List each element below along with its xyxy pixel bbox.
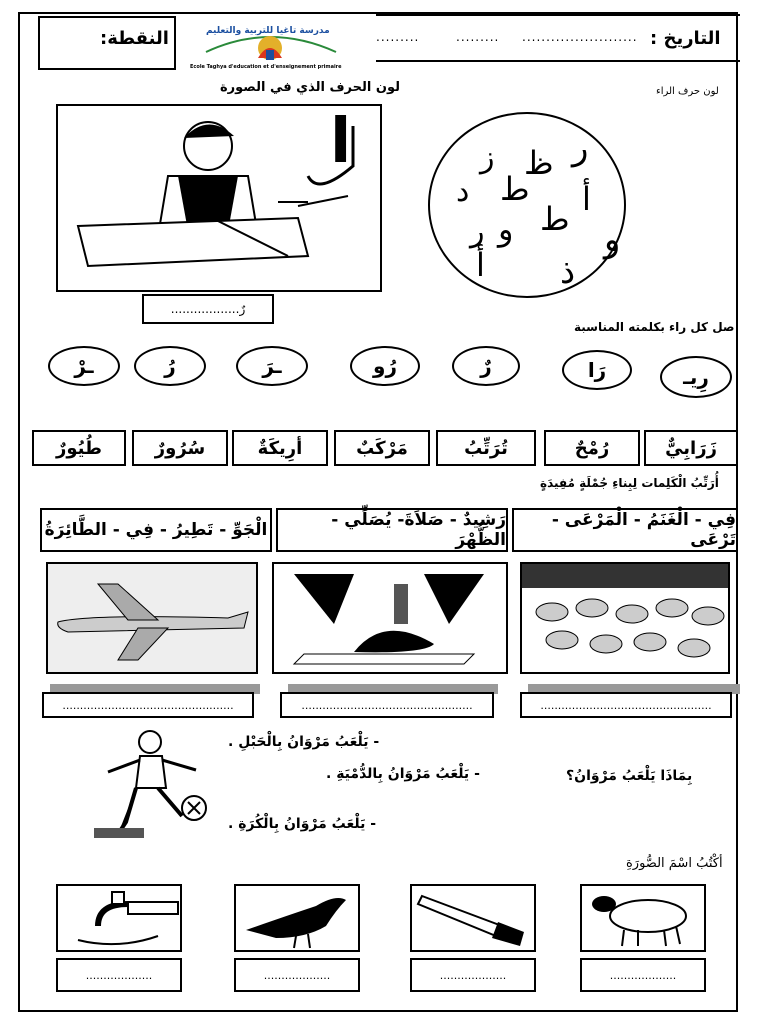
logo-french-text: Ecole Taghya d'education et d'enseignement primaire bbox=[190, 64, 342, 70]
picture-answer-dots: ................... bbox=[609, 968, 677, 982]
question-marwan: بِمَاذَا يَلْعَبُ مَرْوَانُ؟ bbox=[566, 768, 693, 784]
picture-answer-faucet[interactable] bbox=[56, 958, 182, 992]
circle-letter[interactable]: أ bbox=[476, 246, 485, 284]
school-logo bbox=[186, 18, 354, 76]
date-dots: ........................ bbox=[522, 30, 638, 44]
circle-letter[interactable]: ر bbox=[572, 128, 589, 168]
sheep-grazing-picture bbox=[520, 562, 730, 674]
picture-answer-dots: ................... bbox=[85, 968, 153, 982]
saw-picture bbox=[410, 884, 536, 952]
answer-box-ra[interactable] bbox=[142, 294, 274, 324]
man-praying-picture bbox=[272, 562, 508, 674]
sentence-answer-dots: ................................................. bbox=[62, 698, 234, 712]
oval-run[interactable]: رٌ bbox=[452, 346, 520, 386]
sentence-answer-3[interactable] bbox=[42, 692, 254, 718]
circle-letter[interactable]: ط bbox=[500, 170, 530, 208]
circle-letter[interactable]: ز bbox=[480, 140, 495, 175]
answer-box-ra-text: ..................رٌ bbox=[170, 302, 246, 316]
section3-instruction: أُرَتِّبُ الْكَلِمات لِبِناءِ جُمْلَةٍ مُفِيدَةٍ bbox=[540, 476, 719, 490]
sheep-picture bbox=[580, 884, 706, 952]
word-box[interactable]: تُرَتِّبُ bbox=[436, 430, 536, 466]
sentence-box: الْجَوِّ - تَطِيرُ - فِي - الطَّائِرَةُ bbox=[40, 508, 272, 552]
circle-letter[interactable]: د bbox=[456, 174, 470, 209]
header-dots-1: ......... bbox=[376, 30, 420, 44]
sentence-answer-dots: ................................................. bbox=[301, 698, 473, 712]
picture-answer-sheep[interactable] bbox=[580, 958, 706, 992]
faucet-picture bbox=[56, 884, 182, 952]
word-box[interactable]: أرِيكَةٌ bbox=[232, 430, 328, 466]
header-dots-2: ......... bbox=[456, 30, 500, 44]
crow-picture bbox=[234, 884, 360, 952]
word-box[interactable]: زَرَابِيٌّ bbox=[644, 430, 738, 466]
big-letter: ا bbox=[330, 104, 352, 177]
sentence-answer-dots: ................................................. bbox=[540, 698, 712, 712]
word-box[interactable]: رُمْحٌ bbox=[544, 430, 640, 466]
sentence-answer-1[interactable] bbox=[520, 692, 732, 718]
option-rope[interactable]: - يَلْعَبُ مَرْوَانُ بِالْحَبْلِ . bbox=[228, 734, 380, 750]
sentence-answer-2[interactable] bbox=[280, 692, 494, 718]
picture-answer-dots: ................... bbox=[439, 968, 507, 982]
oval-ri[interactable]: رِيـ bbox=[660, 356, 732, 398]
word-box[interactable]: مَرْكَبٌ bbox=[334, 430, 430, 466]
oval-r-sukun[interactable]: ـرْ bbox=[48, 346, 120, 386]
section1-instruction-right: لون حرف الراء bbox=[656, 86, 719, 97]
picture-answer-saw[interactable] bbox=[410, 958, 536, 992]
section1-instruction: لون الحرف الذي في الصورة bbox=[220, 80, 401, 95]
option-ball[interactable]: - يَلْعَبُ مَرْوَانُ بِالْكُرَةِ . bbox=[228, 816, 377, 832]
oval-ra-end[interactable]: ـرَ bbox=[236, 346, 308, 386]
airplane-picture bbox=[46, 562, 258, 674]
logo-arabic-text: مدرسة تاغيا للتربية والتعليم bbox=[206, 26, 330, 36]
sentence-box: فِي - الْغَنَمُ - الْمَرْعَى - تَرْعَى bbox=[512, 508, 738, 552]
sentence-box: رَشِيدٌ - صَلاَةَ- يُصَلِّي - الظُّهْرَ bbox=[276, 508, 508, 552]
picture-answer-crow[interactable] bbox=[234, 958, 360, 992]
circle-letter[interactable]: ر bbox=[470, 214, 485, 249]
circle-letter[interactable]: ذ bbox=[560, 252, 576, 292]
grade-label: النقطة: bbox=[100, 28, 169, 49]
oval-ru-single[interactable]: رُ bbox=[134, 346, 206, 386]
circle-letter[interactable]: ظ bbox=[524, 144, 554, 182]
circle-letter[interactable]: ط bbox=[540, 200, 570, 238]
header-scroll-line-2 bbox=[376, 60, 740, 62]
circle-letter[interactable]: و bbox=[604, 220, 621, 260]
header-scroll-line bbox=[376, 14, 740, 16]
circle-letter[interactable]: و bbox=[498, 210, 514, 248]
boy-with-ball-picture bbox=[88, 726, 218, 844]
option-doll[interactable]: - يَلْعَبُ مَرْوَانُ بِالدُّمْيَةِ . bbox=[326, 766, 480, 782]
section5-instruction: أكْتُبُ اسْمَ الصُّورَةِ bbox=[626, 856, 723, 871]
circle-letter[interactable]: أ bbox=[582, 180, 591, 218]
oval-ra[interactable]: رَا bbox=[562, 350, 632, 390]
date-label: التاريخ : bbox=[650, 28, 721, 49]
word-box[interactable]: طُيُورٌ bbox=[32, 430, 126, 466]
oval-ru[interactable]: رُو bbox=[350, 346, 420, 386]
section2-instruction: صل كل راء بكلمته المناسبة bbox=[574, 320, 735, 334]
word-box[interactable]: سُرُورٌ bbox=[132, 430, 228, 466]
picture-answer-dots: ................... bbox=[263, 968, 331, 982]
